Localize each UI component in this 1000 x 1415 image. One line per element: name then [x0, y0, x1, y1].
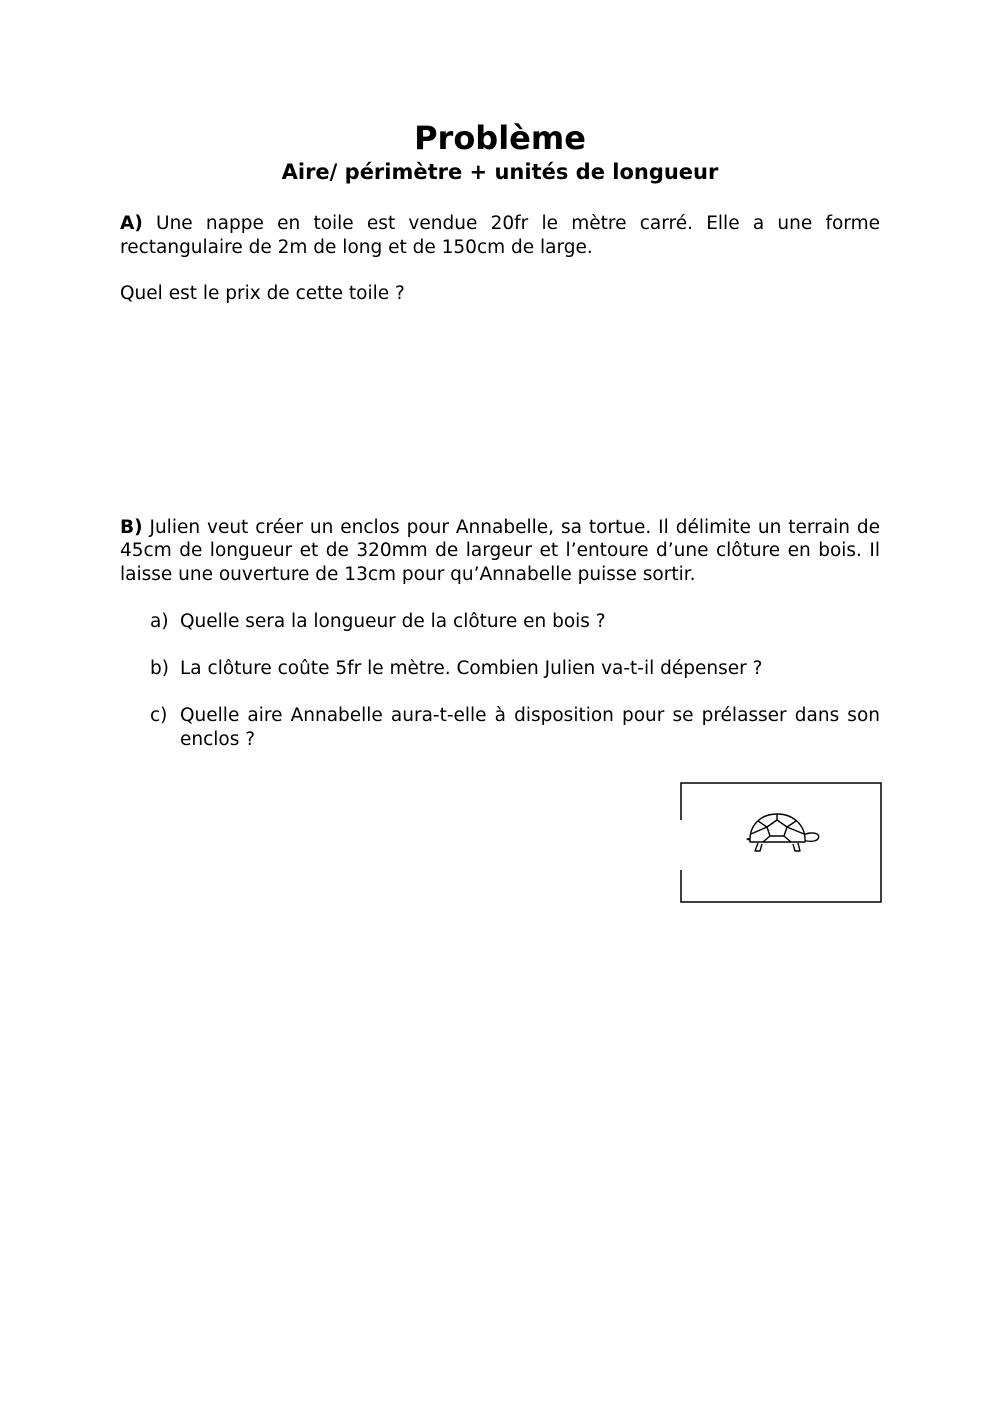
problem-b-statement	[120, 516, 880, 587]
problem-a-label: A)	[120, 213, 143, 234]
enclosure-illustration	[680, 782, 882, 903]
worksheet	[120, 118, 880, 775]
page-title: Problème	[414, 119, 586, 157]
problem-a-text: Une nappe en toile est vendue 20fr le mètre carré. Elle a une forme rectangulaire de 2m de long et de 150cm de large.	[120, 213, 880, 258]
question-a-text: Quelle sera la longueur de la clôture en bois ?	[180, 611, 606, 632]
problem-b-text: Julien veut créer un enclos pour Annabelle, sa tortue. Il délimite un terrain de 45cm de longueur et de 320mm de largeur et l’entoure d’une clôture en bois. Il laisse une ouverture de 13cm pour qu’Annabelle puisse sortir.	[120, 516, 880, 585]
question-b	[120, 657, 880, 681]
problem-a-statement	[120, 212, 880, 259]
question-b-marker: b)	[150, 658, 169, 679]
question-c	[120, 704, 880, 751]
question-a-marker: a)	[150, 611, 169, 632]
problem-b-questions	[120, 610, 880, 751]
problem-a-question: Quel est le prix de cette toile ?	[120, 283, 405, 304]
question-c-marker: c)	[150, 705, 168, 726]
question-a	[120, 610, 880, 634]
question-b-text: La clôture coûte 5fr le mètre. Combien Julien va-t-il dépenser ?	[180, 658, 763, 679]
problem-b-label: B)	[120, 516, 143, 538]
turtle-icon	[747, 814, 819, 851]
page-subtitle: Aire/ périmètre + unités de longueur	[281, 160, 719, 184]
question-c-text: Quelle aire Annabelle aura-t-elle à disposition pour se prélasser dans son enclos ?	[180, 705, 880, 750]
